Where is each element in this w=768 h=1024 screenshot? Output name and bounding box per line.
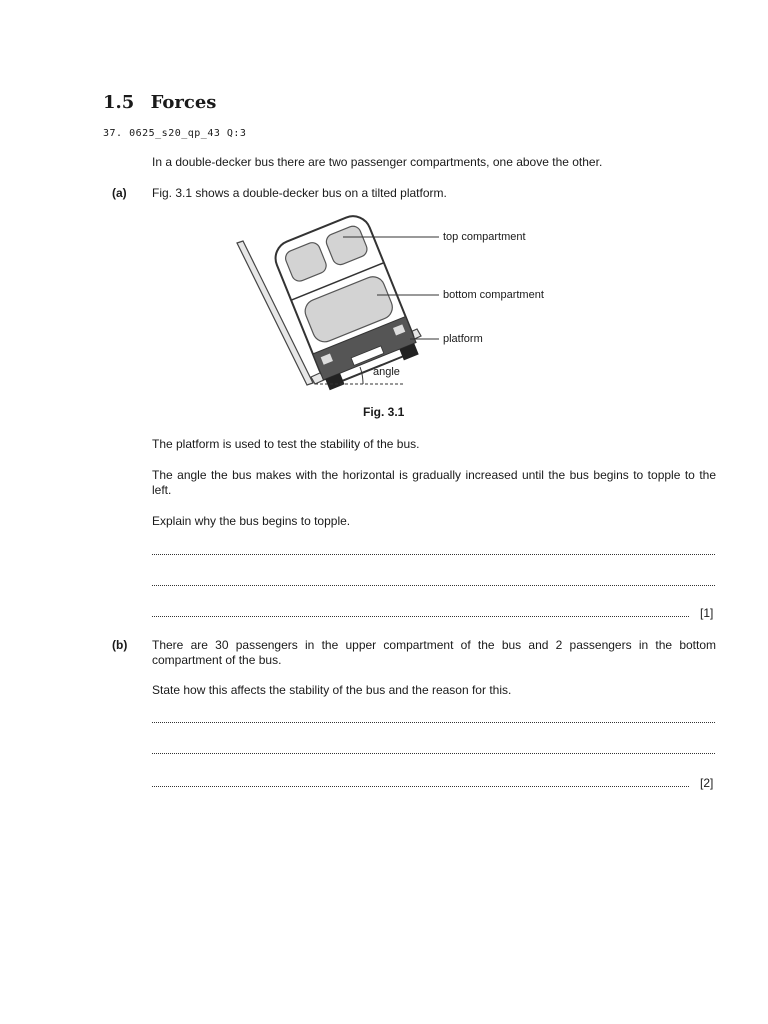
bus — [270, 215, 420, 391]
label-bottom-compartment: bottom compartment — [443, 289, 544, 301]
part-a-para2: The angle the bus makes with the horizontal is gradually increased until the bus begins to topple to the left. — [152, 468, 716, 497]
answer-line[interactable] — [152, 722, 715, 723]
answer-line[interactable] — [152, 786, 689, 787]
part-a-marks: [1] — [700, 606, 714, 620]
intro-text: In a double-decker bus there are two passenger compartments, one above the other. — [152, 155, 603, 169]
label-platform: platform — [443, 333, 483, 345]
label-top-compartment: top compartment — [443, 231, 526, 243]
section-heading — [103, 92, 216, 113]
answer-line[interactable] — [152, 554, 715, 555]
question-reference: 37. 0625_s20_qp_43 Q:3 — [103, 128, 247, 139]
figure-caption: Fig. 3.1 — [363, 405, 405, 419]
section-number: 1.5 — [103, 92, 135, 113]
part-b-label: (b) — [112, 638, 128, 652]
answer-line[interactable] — [152, 616, 689, 617]
part-a-para1: The platform is used to test the stability of the bus. — [152, 437, 420, 451]
part-b-prompt: State how this affects the stability of the bus and the reason for this. — [152, 683, 512, 697]
part-a-prompt: Explain why the bus begins to topple. — [152, 514, 351, 528]
section-title: Forces — [150, 92, 217, 113]
answer-line[interactable] — [152, 753, 715, 754]
part-a-text: Fig. 3.1 shows a double-decker bus on a tilted platform. — [152, 186, 447, 200]
part-b-marks: [2] — [700, 776, 714, 790]
bus-on-platform-figure — [225, 215, 585, 395]
answer-line[interactable] — [152, 585, 715, 586]
label-angle: angle — [373, 366, 400, 378]
part-a-label: (a) — [112, 186, 127, 200]
part-b-text: There are 30 passengers in the upper compartment of the bus and 2 passengers in the bottom compartment of the bus. — [152, 638, 716, 667]
